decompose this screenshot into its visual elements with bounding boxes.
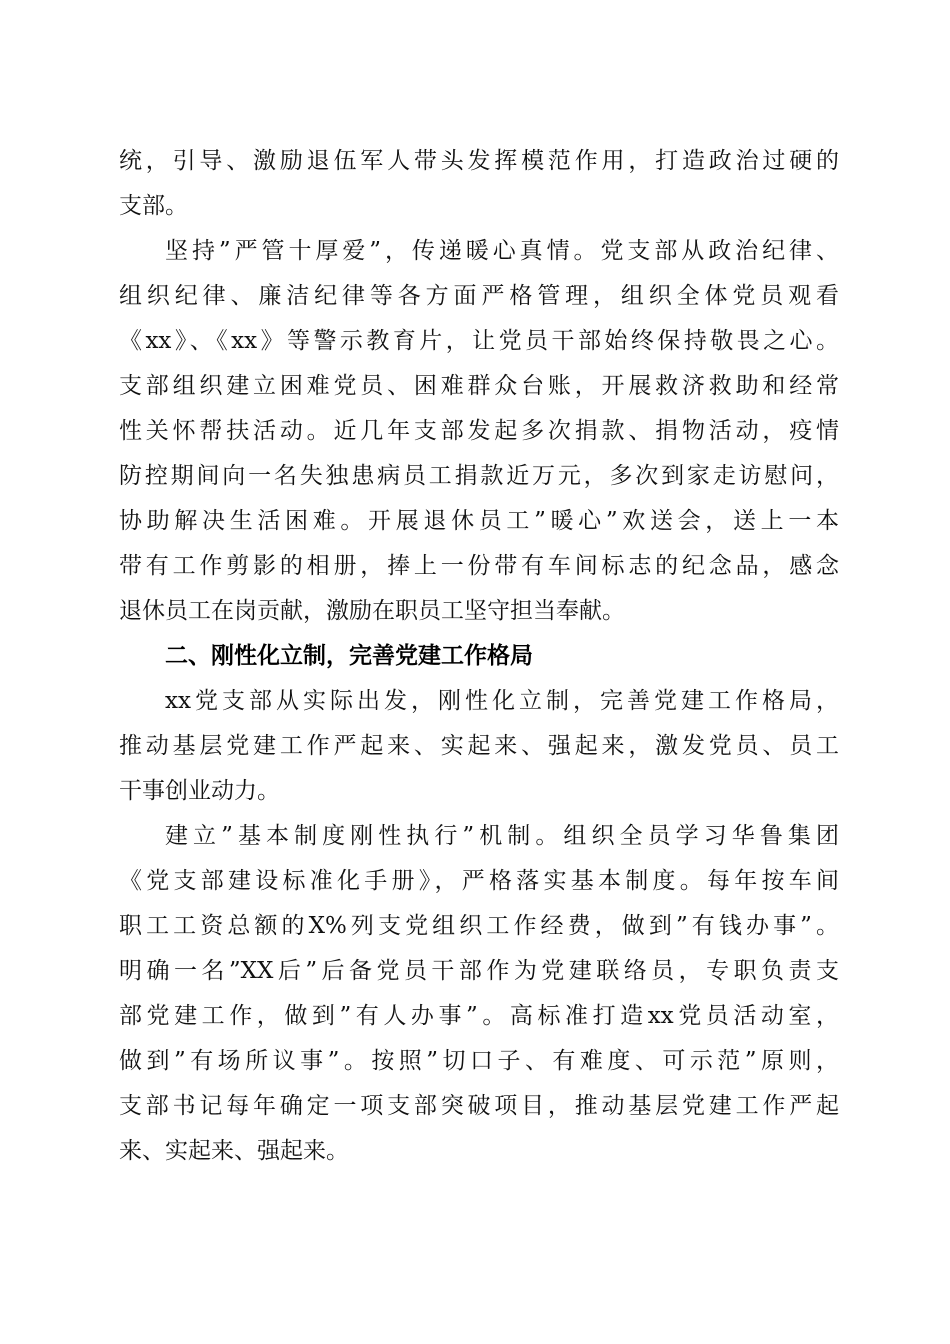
- text-line: 推动基层党建工作严起来、实起来、强起来，激发党员、员工: [119, 733, 839, 759]
- text-line: 带有工作剪影的相册，捧上一份带有车间标志的纪念品，感念: [119, 553, 839, 579]
- text-line: 明确一名”XX后”后备党员干部作为党建联络员，专职负责支: [119, 958, 839, 984]
- text-line: 退休员工在岗贡献，激励在职员工坚守担当奉献。: [119, 598, 625, 624]
- text-line: 组织纪律、廉洁纪律等各方面严格管理，组织全体党员观看: [119, 283, 839, 309]
- text-line: 性关怀帮扶活动。近几年支部发起多次捐款、捐物活动，疫情: [119, 418, 839, 444]
- section-heading: 二、刚性化立制，完善党建工作格局: [165, 643, 533, 669]
- text-line: 防控期间向一名失独患病员工捐款近万元，多次到家走访慰问，: [119, 463, 839, 489]
- text-line: xx党支部从实际出发，刚性化立制，完善党建工作格局，: [165, 688, 839, 714]
- text-line: 部党建工作，做到”有人办事”。高标准打造xx党员活动室，: [119, 1003, 839, 1029]
- text-line: 职工工资总额的X%列支党组织工作经费，做到”有钱办事”。: [119, 913, 839, 939]
- text-line: 坚持”严管十厚爱”，传递暖心真情。党支部从政治纪律、: [165, 238, 839, 264]
- text-line: 干事创业动力。: [119, 778, 280, 804]
- text-line: 建立”基本制度刚性执行”机制。组织全员学习华鲁集团: [165, 823, 839, 849]
- text-line: 协助解决生活困难。开展退休员工”暖心”欢送会，送上一本: [119, 508, 839, 534]
- text-line: 统，引导、激励退伍军人带头发挥模范作用，打造政治过硬的: [119, 148, 839, 174]
- text-line: 《党支部建设标准化手册》，严格落实基本制度。每年按车间: [119, 868, 839, 894]
- text-line: 支部组织建立困难党员、困难群众台账，开展救济救助和经常: [119, 373, 839, 399]
- text-line: 《xx》、《xx》等警示教育片，让党员干部始终保持敬畏之心。: [119, 328, 839, 354]
- text-line: 做到”有场所议事”。按照”切口子、有难度、可示范”原则，: [119, 1048, 839, 1074]
- text-line: 支部书记每年确定一项支部突破项目，推动基层党建工作严起: [119, 1093, 839, 1119]
- text-line: 支部。: [119, 193, 188, 219]
- text-line: 来、实起来、强起来。: [119, 1138, 349, 1164]
